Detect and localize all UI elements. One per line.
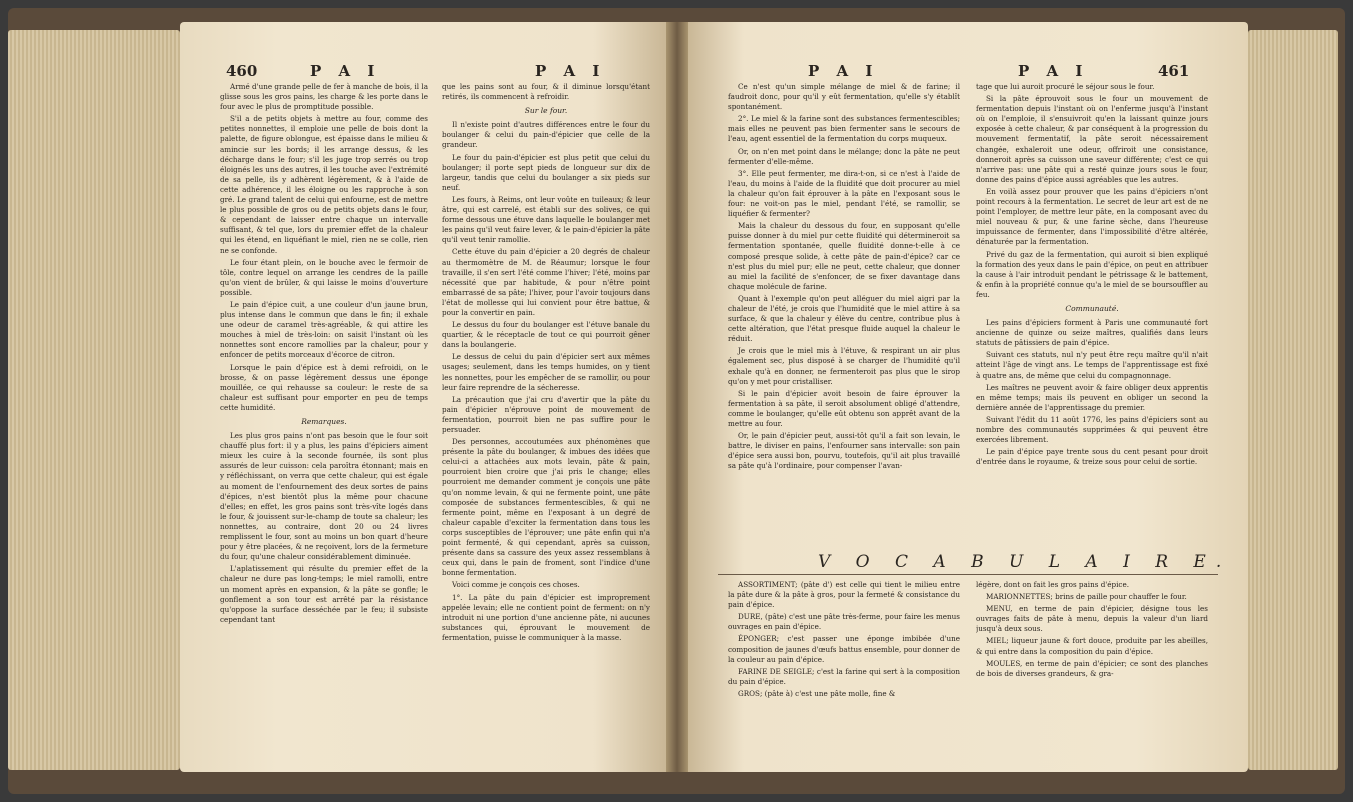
- paragraph: Le pain d'épice paye trente sous du cent pesant pour droit d'entrée dans le royaume, & treize sous pour celui de sortie.: [976, 447, 1208, 467]
- paragraph: Or, le pain d'épicier peut, aussi-tôt qu'il a fait son levain, le battre, le diviser en pains, l'enfourner sans intervalle: son pain d'épice sera aussi bon, pourvu, toutefois, qu'il ait plus travaillé sa pâte qu'à l'ordinaire, pour compenser l'avan-: [728, 431, 960, 471]
- right-running-header: P A I: [808, 62, 879, 80]
- right-column-1: [728, 82, 960, 542]
- vocab-entry: FARINE DE SEIGLE; c'est la farine qui sert à la composition du pain d'épice.: [728, 666, 960, 686]
- right-page-edges: [1248, 30, 1338, 770]
- section-heading-sur-le-four: Sur le four.: [524, 106, 568, 116]
- paragraph: Suivant ces statuts, nul n'y peut être reçu maître qu'il n'ait atteint l'âge de vingt ans. Le temps de l'apprentissage est fixé à quatre ans, de même que celui du compagnonnage.: [976, 350, 1208, 380]
- paragraph: Quant à l'exemple qu'on peut alléguer du miel aigri par la chaleur de l'été, je crois que l'humidité que le miel attire à sa surface, & que la chaleur y élève du centre, contribue plus à cette altération, que l'état presque fluide auquel la chaleur le réduit.: [728, 293, 960, 344]
- paragraph: S'il a de petits objets à mettre au four, comme des petites nonnettes, il emploie une pelle de bois dont la palette, de figure oblongue, est épaisse dans le milieu & amincie sur les bords; il les arrange dessus, & les décharge dans le four; s'il les juge trop serrés ou trop éloignés les uns des autres, il les touche avec l'extrémité de sa pelle, ils y adhèrent légèrement, & à l'aide de cette adhérence, il les éloigne ou les rapproche à son gré. Le grand talent de celui qui enfourne, est de mettre le plus possible de gros ou de petits objets dans le four, & cependant de laisser entre chaque un intervalle suffisant, & tel que, lors du premier effet de la chaleur qui les étend, en liquéfiant le miel, rien ne se colle, rien ne se confonde.: [220, 114, 428, 255]
- paragraph: Privé du gaz de la fermentation, qui auroit si bien expliqué la formation des yeux dans le pain d'épice, on peut en attribuer la cause à l'air introduit pendant le pétrissage & le battement, & enfin à la propriété connue qu'a le miel de se boursouffler au feu.: [976, 249, 1208, 299]
- vocabulaire-heading: V O C A B U L A I R E.: [818, 552, 1232, 572]
- section-heading-remarques: Remarques.: [301, 417, 347, 426]
- paragraph: Si le pain d'épicier avoit besoin de faire éprouver la fermentation à sa pâte, il seroit absolument obligé d'attendre, comme le boulanger, qu'elle eût obtenu son apprêt avant de la mettre au four.: [728, 388, 960, 428]
- paragraph: Mais la chaleur du dessous du four, en supposant qu'elle puisse donner à du miel pur cette fluidité qui détermineroit sa fermentation spontanée, quelle fluidité donne-t-elle à ce composé presque solide, à cette pâte de pain-d'épice? car ce n'est plus du miel pur; elle ne peut, cette chaleur, que donner au miel la facilité de s'enfoncer, de se fixer davantage dans chaque molécule de farine.: [728, 221, 960, 291]
- paragraph: L'aplatissement qui résulte du premier effet de la chaleur ne dure pas long-temps; le miel ramolli, entre un moment après en expansion, & la pâte se gonfle; le gonflement a son tour est arrêté par la résistance qu'oppose la surface desséchée par le feu; il subsiste cependant tant: [220, 564, 428, 624]
- left-running-header: P A I: [310, 62, 381, 80]
- paragraph: Ce n'est qu'un simple mélange de miel & de farine; il faudroit donc, pour qu'il y eût fermentation, qu'elle s'y établît spontanément.: [728, 82, 960, 112]
- paragraph: Or, on n'en met point dans le mélange; donc la pâte ne peut fermenter d'elle-même.: [728, 146, 960, 166]
- paragraph: Suivant l'édit du 11 août 1776, les pains d'épiciers sont au nombre des communautés supprimées & qui peuvent être exercées librement.: [976, 414, 1208, 445]
- paragraph: Les pains d'épiciers forment à Paris une communauté fort ancienne de quinze ou seize maîtres, qualifiés dans leurs statuts de pâtissiers de pain d'épice.: [976, 318, 1208, 348]
- paragraph: Armé d'une grande pelle de fer à manche de bois, il la glisse sous les gros pains, les charge & les porte dans le four avec le plus de promptitude possible.: [220, 82, 428, 112]
- left-column-2: [442, 82, 650, 772]
- book-gutter: [666, 22, 688, 772]
- vocab-entry: MENU, en terme de pain d'épicier, désigne tous les ouvrages faits de pâte à menu, depuis la valeur d'un liard jusqu'à deux sous.: [976, 604, 1208, 634]
- paragraph: tage que lui auroit procuré le séjour sous le four.: [976, 82, 1155, 91]
- paragraph: En voilà assez pour prouver que les pains d'épiciers n'ont point recours à la fermentation. Le secret de leur art est de ne point l'employer, de mettre leur pâte, en la composant avec du miel nouveau & pur, & une farine sèche, dans l'heureuse impuissance de fermenter, dans l'impossibilité d'être altérée, dénaturée par la fermentation.: [976, 186, 1208, 247]
- paragraph: Les fours, à Reims, ont leur voûte en tuileaux; & leur âtre, qui est carrelé, est établi sur des solives, ce qui forme dessous une étuve dans laquelle le boulanger met les pains qu'il veut faire lever, & le pain-d'épicier la pâte qu'il veut tenir ramollie.: [442, 194, 650, 245]
- paragraph: Le four étant plein, on le bouche avec le fermoir de tôle, contre lequel on arrange les cendres de la paille qu'on vient de brûler, & qui laisse le moins d'ouverture possible.: [220, 257, 428, 297]
- left-page-number: 460: [226, 62, 258, 80]
- paragraph: Lorsque le pain d'épice est à demi refroidi, on le brosse, & on passe légèrement dessus une éponge mouillée, ce qui rehausse sa couleur: le reste de sa chaleur est suffisant pour emporter en peu de temps cette humidité.: [220, 362, 428, 412]
- paragraph: Le dessus du four du boulanger est l'étuve banale du quartier, & le réceptacle de tout ce qui pourroit gêner dans la boulangerie.: [442, 320, 650, 350]
- right-running-header-2: P A I: [1018, 62, 1089, 80]
- vocab-entry: ASSORTIMENT; (pâte d') est celle qui tient le milieu entre la pâte dure & la pâte à gros, pour la fermeté & consistance du pain d'épice.: [728, 580, 960, 610]
- vocab-entry: MIEL; liqueur jaune & fort douce, produite par les abeilles, & qui entre dans la composition du pain d'épice.: [976, 636, 1208, 656]
- left-page: [180, 22, 666, 772]
- right-column-2: [976, 82, 1208, 542]
- paragraph: Il n'existe point d'autres différences entre le four du boulanger & celui du pain-d'épicier que celle de la grandeur.: [442, 120, 650, 150]
- vocab-column-1: [728, 580, 960, 760]
- vocab-entry: MOULES, en terme de pain d'épicier; ce sont des planches de bois de diverses grandeurs, & gra-: [976, 658, 1208, 678]
- paragraph: Le dessus de celui du pain d'épicier sert aux mêmes usages; seulement, dans les temps humides, on y tient les nonnettes, pour les empêcher de se ramollir, ou pour leur faire reprendre de la sécheresse.: [442, 352, 650, 392]
- vocab-entry: DURE, (pâte) c'est une pâte très-ferme, pour faire les menus ouvrages en pain d'épice.: [728, 612, 960, 632]
- section-heading-communaute: Communauté.: [1065, 303, 1119, 313]
- paragraph: Voici comme je conçois ces choses.: [452, 580, 580, 590]
- paragraph: Des personnes, accoutumées aux phénomènes que présente la pâte du boulanger, & imbues des idées que celui-ci a attachées aux mots levain, pâte & pain, pourroient bien croire que j'ai pris le change; elles pourroient me demander comment je conçois une pâte qu'on nomme levain, & qui ne fermente point, une pâte composée de substances fermentescibles, & qui ne fermente point, même en l'exposant à un degré de chaleur capable d'exciter la fermentation dans tous les corps susceptibles de l'éprouver; une pâte enfin qui n'a point fermenté, & qui cependant, après sa cuisson, présente dans sa cassure des yeux assez ressemblans à ceux qui, dans le pain de froment, sont l'indice d'une bonne fermentation.: [442, 437, 650, 578]
- vocab-entry: ÉPONGER; c'est passer une éponge imbibée d'une composition de jaunes d'œufs battus ensemble, pour donner de la couleur au pain d'épice.: [728, 634, 960, 664]
- right-page-number: 461: [1158, 62, 1190, 80]
- vocab-entry: MARIONNETTES; brins de paille pour chauffer le four.: [986, 592, 1187, 602]
- paragraph: Le pain d'épice cuit, a une couleur d'un jaune brun, plus intense dans le commun que dans le fin; il exhale une odeur de caramel très-agréable, & qui attire les mouches à miel de très-loin: on saisit l'instant où les nonnettes sont encore ramollies par la chaleur, pour y enfoncer de petits morceaux d'écorce de citron.: [220, 299, 428, 360]
- paragraph: Si la pâte éprouvoit sous le four un mouvement de fermentation depuis l'instant où on l'enferme jusqu'à l'instant où on l'emploie, il s'ensuivroit qu'en la laissant quinze jours exposée à cette chaleur, & par conséquent à la progression du mouvement fermentatif, la pâte seroit nécessairement changée, exhaleroit une odeur, offriroit une consistance, donneroit après sa cuisson une saveur différente; c'est ce qui n'arrive pas: une pâte qui a resté quinze jours sous le four, donne des pains d'épice aussi agréables que les autres.: [976, 94, 1208, 184]
- paragraph: Les maîtres ne peuvent avoir & faire obliger deux apprentis en même temps; mais ils peuvent en obliger un second la dernière année de l'apprentissage du premier.: [976, 382, 1208, 412]
- paragraph: que les pains sont au four, & il diminue lorsqu'étant retirés, ils commencent à refroidir.: [442, 82, 650, 102]
- left-running-header-2: P A I: [535, 62, 606, 80]
- vocab-entry: légère, dont on fait les gros pains d'épice.: [976, 580, 1129, 589]
- paragraph: Cette étuve du pain d'épicier a 20 degrés de chaleur au thermomètre de M. de Réaumur; lorsque le four travaille, il s'en sert l'été comme l'hiver; l'été, moins par nécessité que par habitude, & pour n'être point embarrassé de sa pâte; l'hiver, pour l'avoir toujours dans l'état de mollesse qui lui convient pour être battue, & pour la convertir en pain.: [442, 247, 650, 317]
- divider: [718, 574, 1218, 575]
- paragraph: La précaution que j'ai cru d'avertir que la pâte du pain d'épicier n'éprouve point de mouvement de fermentation, pourroit bien ne pas suffire pour le persuader.: [442, 394, 650, 434]
- paragraph: 1°. La pâte du pain d'épicier est improprement appelée levain; elle ne contient point de ferment: on n'y introduit ni une portion d'une ancienne pâte, ni aucunes substances qui, éprouvant le mouvement de fermentation, puisse le communiquer à la masse.: [442, 592, 650, 642]
- paragraph: 2°. Le miel & la farine sont des substances fermentescibles; mais elles ne peuvent pas bien fermenter sans le secours de l'eau, agent essentiel de la fermentation du corps muqueux.: [728, 114, 960, 144]
- paragraph: 3°. Elle peut fermenter, me dira-t-on, si ce n'est à l'aide de l'eau, du moins à l'aide de la fluidité que doit procurer au miel la chaleur qu'on fait éprouver à la pâte en l'exposant sous le four: ne voit-on pas le miel, pendant l'été, se ramollir, se liquéfier & fermenter?: [728, 168, 960, 219]
- left-page-edges: [8, 30, 180, 770]
- paragraph: Le four du pain-d'épicier est plus petit que celui du boulanger; il porte sept pieds de longueur sur dix de largeur, tandis que celui du boulanger a six pieds sur neuf.: [442, 152, 650, 192]
- vocab-entry: GROS; (pâte à) c'est une pâte molle, fine &: [738, 688, 896, 698]
- left-column-1: [220, 82, 428, 772]
- paragraph: Les plus gros pains n'ont pas besoin que le four soit chauffé plus fort: il y a plus, les pains d'épiciers aiment mieux les cuire à la seconde fournée, ils sont plus assurés de leur cuisson: cela paroîtra étonnant; mais en y réfléchissant, on verra que cette chaleur, qui est égale au moment de l'enfournement des deux sortes de pains d'épices, n'est bientôt plus la même pour chacune d'elles; en effet, les gros pains sont très-vîte logés dans le four, & jouissent sur-le-champ de toute sa chaleur; les nonnettes, au contraire, dont 20 ou 24 livres remplissent le four, sont au moins un bon quart d'heure pour y être placées, & ne reçoivent, lors de la fermeture du four, qu'une chaleur considérablement diminuée.: [220, 431, 428, 562]
- right-page: [688, 22, 1248, 772]
- vocab-column-2: [976, 580, 1208, 760]
- paragraph: Je crois que le miel mis à l'étuve, & respirant un air plus également sec, plus disposé à se charger de l'humidité qu'il exhale qu'à en donner, ne fermenteroit pas plus que le sirop qu'on y met pour cristalliser.: [728, 346, 960, 386]
